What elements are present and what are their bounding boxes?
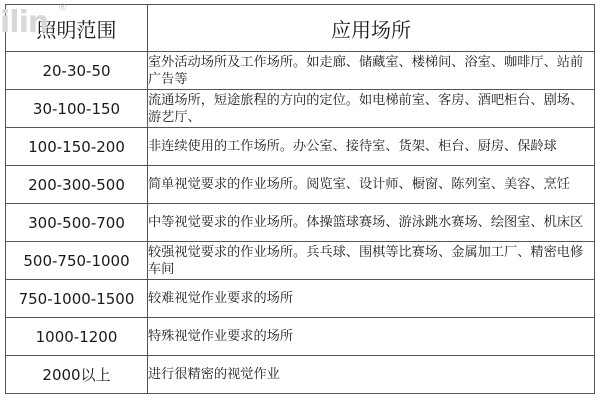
table-row <box>6 90 595 128</box>
lux-range-cell: 100-150-200 <box>6 128 148 166</box>
application-cell: 非连续使用的工作场所。办公室、接待室、货架、柜台、厨房、保龄球 <box>148 128 595 166</box>
table-row <box>6 280 595 318</box>
logo-text: ilin <box>0 5 49 40</box>
table-row <box>6 52 595 90</box>
ilin-watermark-logo <box>0 4 64 42</box>
table-row <box>6 356 595 394</box>
lux-range-cell: 200-300-500 <box>6 166 148 204</box>
lux-range-cell: 750-1000-1500 <box>6 280 148 318</box>
lux-range-cell: 20-30-50 <box>6 52 148 90</box>
table-row <box>6 166 595 204</box>
table-row <box>6 204 595 242</box>
lux-range-cell: 500-750-1000 <box>6 242 148 280</box>
table-row <box>6 128 595 166</box>
lux-range-cell: 30-100-150 <box>6 90 148 128</box>
application-cell: 简单视觉要求的作业场所。阅览室、设计师、橱窗、陈列室、美容、烹饪 <box>148 166 595 204</box>
header-illuminance-range: 照明范围 <box>6 5 148 52</box>
lux-range-cell: 300-500-700 <box>6 204 148 242</box>
application-cell: 较强视觉要求的作业场所。兵乓球、围棋等比赛场、金属加工厂、精密电修车间 <box>148 242 595 280</box>
lux-range-cell: 2000以上 <box>6 356 148 394</box>
application-cell: 中等视觉要求的作业场所。体操篮球赛场、游泳跳水赛场、绘图室、机床区 <box>148 204 595 242</box>
table-row <box>6 242 595 280</box>
lux-range-cell: 1000-1200 <box>6 318 148 356</box>
application-cell: 流通场所，短途旅程的方向的定位。如电梯前室、客房、酒吧柜台、剧场、游艺厅、 <box>148 90 595 128</box>
application-cell: 进行很精密的视觉作业 <box>148 356 595 394</box>
application-cell: 较难视觉作业要求的场所 <box>148 280 595 318</box>
table-header-row <box>6 5 595 52</box>
application-cell: 室外活动场所及工作场所。如走廊、储藏室、楼梯间、浴室、咖啡厅、站前广告等 <box>148 52 595 90</box>
table-row <box>6 318 595 356</box>
application-cell: 特殊视觉作业要求的场所 <box>148 318 595 356</box>
illuminance-table <box>5 4 595 394</box>
registered-mark: ® <box>58 3 66 13</box>
header-application: 应用场所 <box>148 5 595 52</box>
